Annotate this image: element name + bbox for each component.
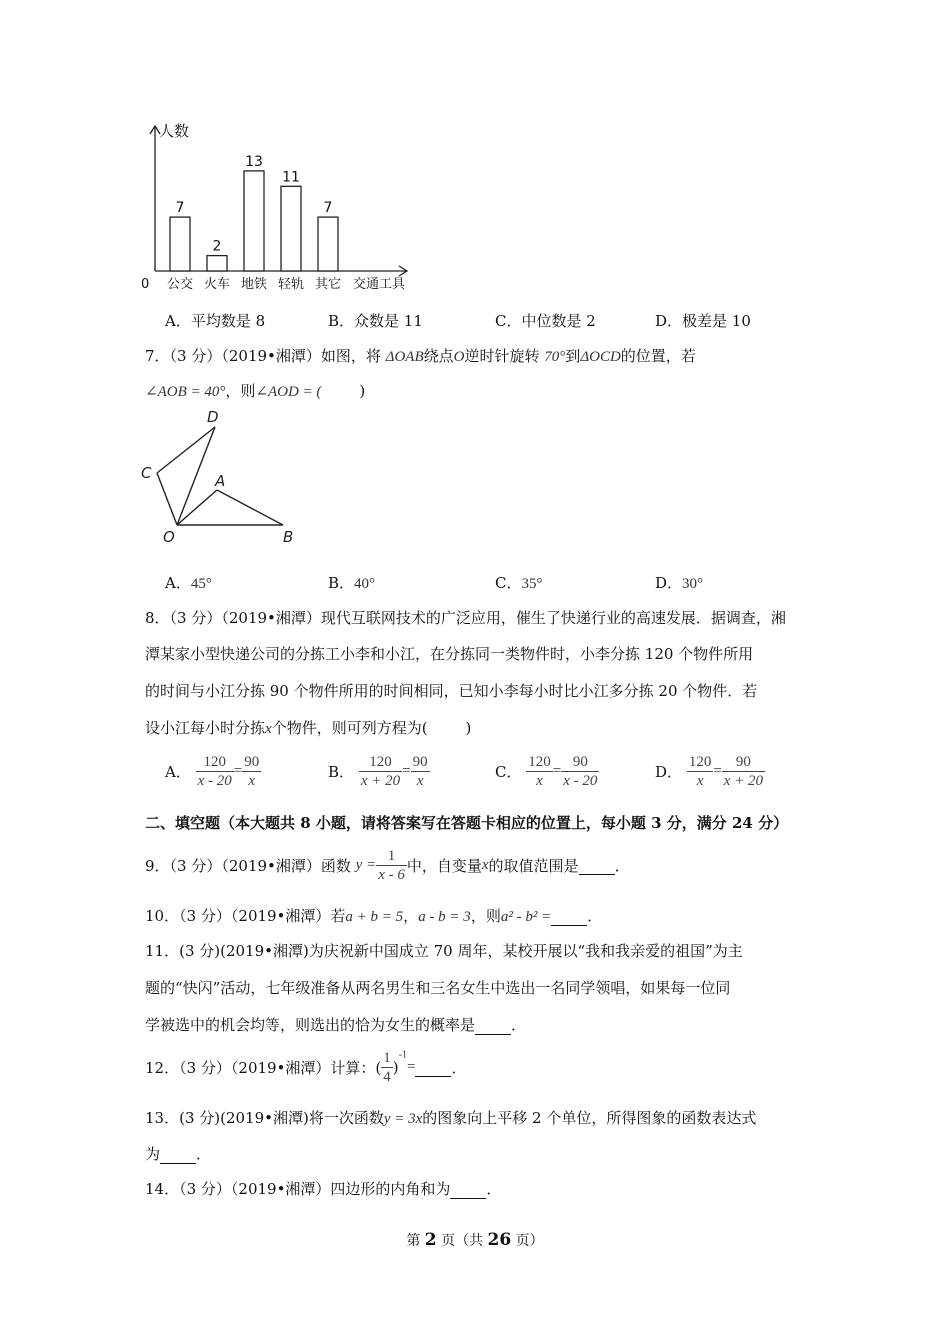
q8-option-b: B． $\frac{120}{x + 20}$ = $\frac{90}{x}$ — [328, 754, 428, 789]
bar — [170, 217, 190, 271]
label-d: D — [207, 408, 219, 426]
q7-option-a: A．45° — [165, 574, 212, 592]
q7-option-b: B．40° — [328, 574, 376, 592]
label-a: A — [215, 472, 226, 490]
tick-label: 其它 — [314, 277, 342, 292]
q10: 10．（3 分）（2019•湘潭）若a + b = 5，a - b = 3，则a² - b² = ． — [145, 907, 603, 925]
label-o: O — [163, 528, 175, 546]
tick-label: 火车 — [203, 277, 231, 292]
q13-line2: 为 ． — [145, 1145, 212, 1163]
q8-option-c: C． $\frac{120}{x}$ = $\frac{90}{x - 20}$ — [495, 754, 598, 789]
q6-option-a: A．平均数是 8 — [165, 312, 266, 330]
q8-line2: 潭某家小型快递公司的分拣工小李和小江，在分拣同一类物件时，小李分拣 120 个物件所用 — [145, 645, 754, 663]
q11-line1: 11．(3 分)(2019•湘潭)为庆祝新中国成立 70 周年，某校开展以“我和我亲爱的祖国”为主 — [145, 942, 743, 960]
label-c: C — [141, 464, 152, 482]
segment-oa — [177, 490, 217, 525]
segment-ab — [217, 490, 283, 525]
q8-line3: 的时间与小江分拣 90 个物件所用的时间相同，已知小李每小时比小江多分拣 20 个物件．若 — [145, 682, 758, 700]
bar — [244, 171, 264, 271]
q6-option-c: C．中位数是 2 — [495, 312, 596, 330]
tick-label: 轻轨 — [277, 277, 305, 292]
q14: 14．（3 分）（2019•湘潭）四边形的内角和为 ． — [145, 1180, 502, 1198]
bar — [281, 186, 301, 271]
bar-chart — [135, 118, 425, 303]
q11-line2: 题的“快闪”活动，七年级准备从两名男生和三名女生中选出一名同学领唱，如果每一位同 — [145, 979, 731, 997]
y-axis-label: 人数 — [159, 122, 190, 140]
tick-label: 公交 — [166, 277, 194, 292]
tick-label: 地铁 — [240, 277, 268, 292]
origin-label: 0 — [141, 277, 150, 292]
q8-line1: 8．（3 分）（2019•湘潭）现代互联网技术的广泛应用，催生了快递行业的高速发展．据调查，湘 — [145, 609, 786, 627]
q8-option-d: D． $\frac{120}{x}$ = $\frac{90}{x + 20}$ — [655, 754, 764, 789]
label-b: B — [283, 528, 294, 546]
q7-stem-line1: 7．（3 分）（2019•湘潭）如图，将 ΔOAB绕点O逆时针旋转 70°到ΔOCD的位置，若 — [145, 347, 696, 365]
segment-oc — [157, 473, 177, 525]
q8-line4: 设小江每小时分拣x个物件，则可列方程为( ) — [145, 719, 472, 737]
q12: 12．（3 分）（2019•湘潭）计算：( $\frac{1}{4}$ )$^{-1}$= ． — [145, 1049, 467, 1085]
data-label: 13 — [245, 153, 263, 170]
bar — [318, 217, 338, 271]
q11-line3: 学被选中的机会均等，则选出的恰为女生的概率是 ． — [145, 1016, 527, 1034]
data-label: 11 — [282, 169, 300, 186]
q8-option-a: A． $\frac{120}{x - 20}$ = $\frac{90}{x}$ — [165, 754, 260, 789]
q7-option-d: D．30° — [655, 574, 704, 592]
x-axis-label: 交通工具 — [353, 277, 406, 292]
data-label: 7 — [323, 200, 333, 217]
q6-option-b: B．众数是 11 — [328, 312, 423, 330]
q6-option-d: D．极差是 10 — [655, 312, 751, 330]
section-heading: 二、填空题（本大题共 8 小题，请将答案写在答题卡相应的位置上，每小题 3 分，满分 24 分） — [145, 814, 789, 832]
data-label: 7 — [175, 200, 185, 217]
q13-line1: 13．(3 分)(2019•湘潭)将一次函数y = 3x的图象向上平移 2 个单位，所得图象的函数表达式 — [145, 1109, 757, 1127]
q9: 9．（3 分）（2019•湘潭）函数 y = $\frac{1}{x - 6}$ 中，自变量x的取值范围是 ． — [145, 848, 630, 883]
q7-option-c: C．35° — [495, 574, 543, 592]
page-footer: 第 2 页（共 26 页） — [406, 1230, 544, 1250]
bar — [207, 256, 227, 271]
q7-figure — [135, 405, 305, 550]
data-label: 2 — [212, 238, 222, 255]
q7-stem-line2: ∠AOB = 40°，则∠AOD = ( ) — [145, 382, 366, 400]
